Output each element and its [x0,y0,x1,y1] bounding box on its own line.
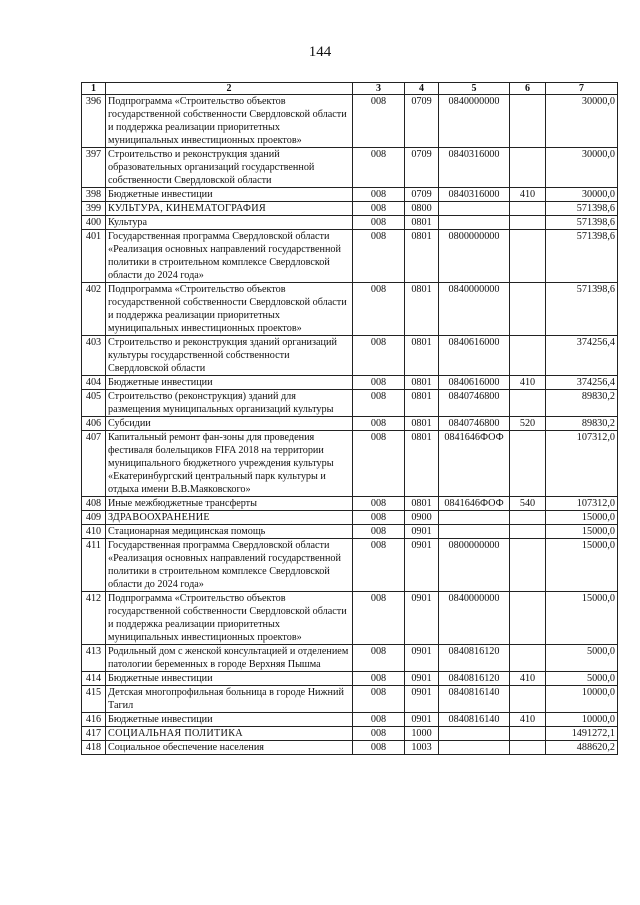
row-col3: 008 [353,376,405,390]
row-col5 [439,202,510,216]
row-amount: 5000,0 [546,672,618,686]
table-row [82,511,618,525]
row-name: Родильный дом с женской консультацией и отделением патологии беременных в городе Верхняя Пышма [106,645,353,672]
row-col4: 0801 [405,497,439,511]
row-col6: 520 [510,417,546,431]
row-name: Бюджетные инвестиции [106,376,353,390]
row-col4: 0801 [405,376,439,390]
row-col5 [439,511,510,525]
table-row [82,376,618,390]
row-name: Стационарная медицинская помощь [106,525,353,539]
row-col3: 008 [353,713,405,727]
table-row [82,645,618,672]
row-amount: 30000,0 [546,188,618,202]
row-number: 405 [82,390,106,417]
row-col5: 0840816120 [439,645,510,672]
row-name: Подпрограмма «Строительство объектов государственной собственности Свердловской области и поддержка реализации приоритетных муниципальных инвестиционных проектов» [106,592,353,645]
row-number: 407 [82,431,106,497]
row-amount: 374256,4 [546,336,618,376]
row-name: СОЦИАЛЬНАЯ ПОЛИТИКА [106,727,353,741]
row-amount: 15000,0 [546,511,618,525]
row-col4: 0709 [405,95,439,148]
row-name: Субсидии [106,417,353,431]
row-col5: 0840000000 [439,283,510,336]
row-col5: 0841646ФОФ [439,497,510,511]
row-name: ЗДРАВООХРАНЕНИЕ [106,511,353,525]
row-name: Бюджетные инвестиции [106,713,353,727]
row-number: 411 [82,539,106,592]
row-col5: 0841646ФОФ [439,431,510,497]
row-col5: 0800000000 [439,539,510,592]
row-col6 [510,686,546,713]
row-number: 398 [82,188,106,202]
row-col5: 0800000000 [439,230,510,283]
row-number: 402 [82,283,106,336]
row-col4: 0801 [405,283,439,336]
row-col5: 0840616000 [439,376,510,390]
row-number: 415 [82,686,106,713]
table-row [82,686,618,713]
row-col6 [510,283,546,336]
row-number: 396 [82,95,106,148]
row-amount: 89830,2 [546,417,618,431]
row-amount: 5000,0 [546,645,618,672]
table-row [82,283,618,336]
column-header: 4 [405,83,439,95]
row-amount: 10000,0 [546,713,618,727]
row-col6 [510,511,546,525]
row-col5 [439,216,510,230]
row-col6 [510,592,546,645]
row-col3: 008 [353,283,405,336]
row-col3: 008 [353,741,405,755]
table-row [82,539,618,592]
row-number: 418 [82,741,106,755]
row-col4: 1003 [405,741,439,755]
row-name: Социальное обеспечение населения [106,741,353,755]
row-col4: 0801 [405,390,439,417]
row-col3: 008 [353,511,405,525]
row-number: 416 [82,713,106,727]
row-number: 414 [82,672,106,686]
row-name: КУЛЬТУРА, КИНЕМАТОГРАФИЯ [106,202,353,216]
row-amount: 10000,0 [546,686,618,713]
table-row [82,202,618,216]
row-number: 410 [82,525,106,539]
column-header: 2 [106,83,353,95]
row-col3: 008 [353,645,405,672]
row-col5: 0840316000 [439,148,510,188]
row-col6 [510,95,546,148]
row-number: 413 [82,645,106,672]
row-col6: 410 [510,188,546,202]
table-row [82,188,618,202]
row-col6 [510,202,546,216]
row-name: Строительство и реконструкция зданий организаций культуры государственной собственности Свердловской области [106,336,353,376]
row-col6: 410 [510,376,546,390]
row-col3: 008 [353,230,405,283]
row-col5 [439,525,510,539]
row-name: Государственная программа Свердловской области «Реализация основных направлений государственной политики в строительном комплексе Свердловской области до 2024 года» [106,230,353,283]
row-name: Бюджетные инвестиции [106,672,353,686]
table-row [82,431,618,497]
row-amount: 488620,2 [546,741,618,755]
row-col3: 008 [353,686,405,713]
row-name: Иные межбюджетные трансферты [106,497,353,511]
row-col6 [510,645,546,672]
row-name: Государственная программа Свердловской области «Реализация основных направлений государственной политики в строительном комплексе Свердловской области до 2024 года» [106,539,353,592]
row-name: Бюджетные инвестиции [106,188,353,202]
row-col3: 008 [353,727,405,741]
row-amount: 571398,6 [546,216,618,230]
row-col5: 0840000000 [439,95,510,148]
row-col3: 008 [353,95,405,148]
row-col6 [510,390,546,417]
row-col5: 0840816140 [439,686,510,713]
row-col4: 0901 [405,686,439,713]
row-col6 [510,727,546,741]
row-col3: 008 [353,497,405,511]
row-col6 [510,336,546,376]
row-col4: 0801 [405,230,439,283]
column-header: 3 [353,83,405,95]
row-col6 [510,741,546,755]
row-col4: 0801 [405,431,439,497]
column-header: 7 [546,83,618,95]
table-row [82,216,618,230]
row-number: 417 [82,727,106,741]
row-name: Строительство и реконструкция зданий образовательных организаций государственной собственности Свердловской области [106,148,353,188]
row-col5 [439,741,510,755]
row-col4: 0901 [405,592,439,645]
row-col6 [510,431,546,497]
row-col3: 008 [353,148,405,188]
row-col5: 0840000000 [439,592,510,645]
row-amount: 15000,0 [546,525,618,539]
row-col4: 0901 [405,672,439,686]
row-amount: 571398,6 [546,202,618,216]
column-header: 1 [82,83,106,95]
row-number: 400 [82,216,106,230]
table-row [82,497,618,511]
row-col6: 410 [510,713,546,727]
table-row [82,390,618,417]
table-header-row [82,83,618,95]
row-col4: 0901 [405,539,439,592]
row-col5: 0840746800 [439,390,510,417]
row-col4: 0800 [405,202,439,216]
table-row [82,336,618,376]
row-amount: 571398,6 [546,283,618,336]
row-amount: 89830,2 [546,390,618,417]
row-col3: 008 [353,525,405,539]
row-number: 406 [82,417,106,431]
table-row [82,148,618,188]
row-col4: 0900 [405,511,439,525]
row-number: 412 [82,592,106,645]
row-col6: 540 [510,497,546,511]
row-amount: 15000,0 [546,592,618,645]
row-col6 [510,525,546,539]
row-col6 [510,230,546,283]
row-amount: 30000,0 [546,95,618,148]
row-col5: 0840616000 [439,336,510,376]
row-col4: 0901 [405,713,439,727]
row-col3: 008 [353,188,405,202]
row-col5: 0840316000 [439,188,510,202]
column-header: 5 [439,83,510,95]
table-row [82,727,618,741]
row-number: 404 [82,376,106,390]
row-col3: 008 [353,417,405,431]
page-number: 144 [308,44,332,60]
row-name: Культура [106,216,353,230]
table-row [82,713,618,727]
row-amount: 107312,0 [546,497,618,511]
row-col5 [439,727,510,741]
table-row [82,417,618,431]
row-col4: 0709 [405,148,439,188]
row-name: Подпрограмма «Строительство объектов государственной собственности Свердловской области и поддержка реализации приоритетных муниципальных инвестиционных проектов» [106,95,353,148]
row-name: Подпрограмма «Строительство объектов государственной собственности Свердловской области и поддержка реализации приоритетных муниципальных инвестиционных проектов» [106,283,353,336]
row-amount: 15000,0 [546,539,618,592]
row-col6: 410 [510,672,546,686]
row-number: 397 [82,148,106,188]
row-number: 401 [82,230,106,283]
row-col5: 0840816120 [439,672,510,686]
row-col3: 008 [353,202,405,216]
row-col5: 0840746800 [439,417,510,431]
column-header: 6 [510,83,546,95]
row-name: Детская многопрофильная больница в городе Нижний Тагил [106,686,353,713]
row-number: 409 [82,511,106,525]
row-name: Капитальный ремонт фан-зоны для проведения фестиваля болельщиков FIFA 2018 на территории муниципального бюджетного учреждения культуры «Екатеринбургский центральный парк культуры и отдыха имени В.В.Маяковского» [106,431,353,497]
row-col4: 0801 [405,216,439,230]
row-amount: 30000,0 [546,148,618,188]
table-row [82,95,618,148]
budget-table [81,82,618,755]
row-col3: 008 [353,336,405,376]
row-number: 399 [82,202,106,216]
row-col6 [510,539,546,592]
row-amount: 374256,4 [546,376,618,390]
row-col3: 008 [353,592,405,645]
row-amount: 107312,0 [546,431,618,497]
row-col4: 1000 [405,727,439,741]
row-col4: 0901 [405,645,439,672]
row-amount: 1491272,1 [546,727,618,741]
row-col4: 0901 [405,525,439,539]
row-amount: 571398,6 [546,230,618,283]
row-col4: 0801 [405,336,439,376]
row-col3: 008 [353,431,405,497]
row-number: 408 [82,497,106,511]
table-row [82,525,618,539]
table-row [82,230,618,283]
table-row [82,592,618,645]
table-row [82,741,618,755]
row-number: 403 [82,336,106,376]
row-col6 [510,148,546,188]
row-col4: 0709 [405,188,439,202]
row-col3: 008 [353,390,405,417]
table-row [82,672,618,686]
row-col3: 008 [353,216,405,230]
row-col5: 0840816140 [439,713,510,727]
row-col3: 008 [353,539,405,592]
row-name: Строительство (реконструкция) зданий для размещения муниципальных организаций культуры [106,390,353,417]
row-col3: 008 [353,672,405,686]
row-col4: 0801 [405,417,439,431]
row-col6 [510,216,546,230]
